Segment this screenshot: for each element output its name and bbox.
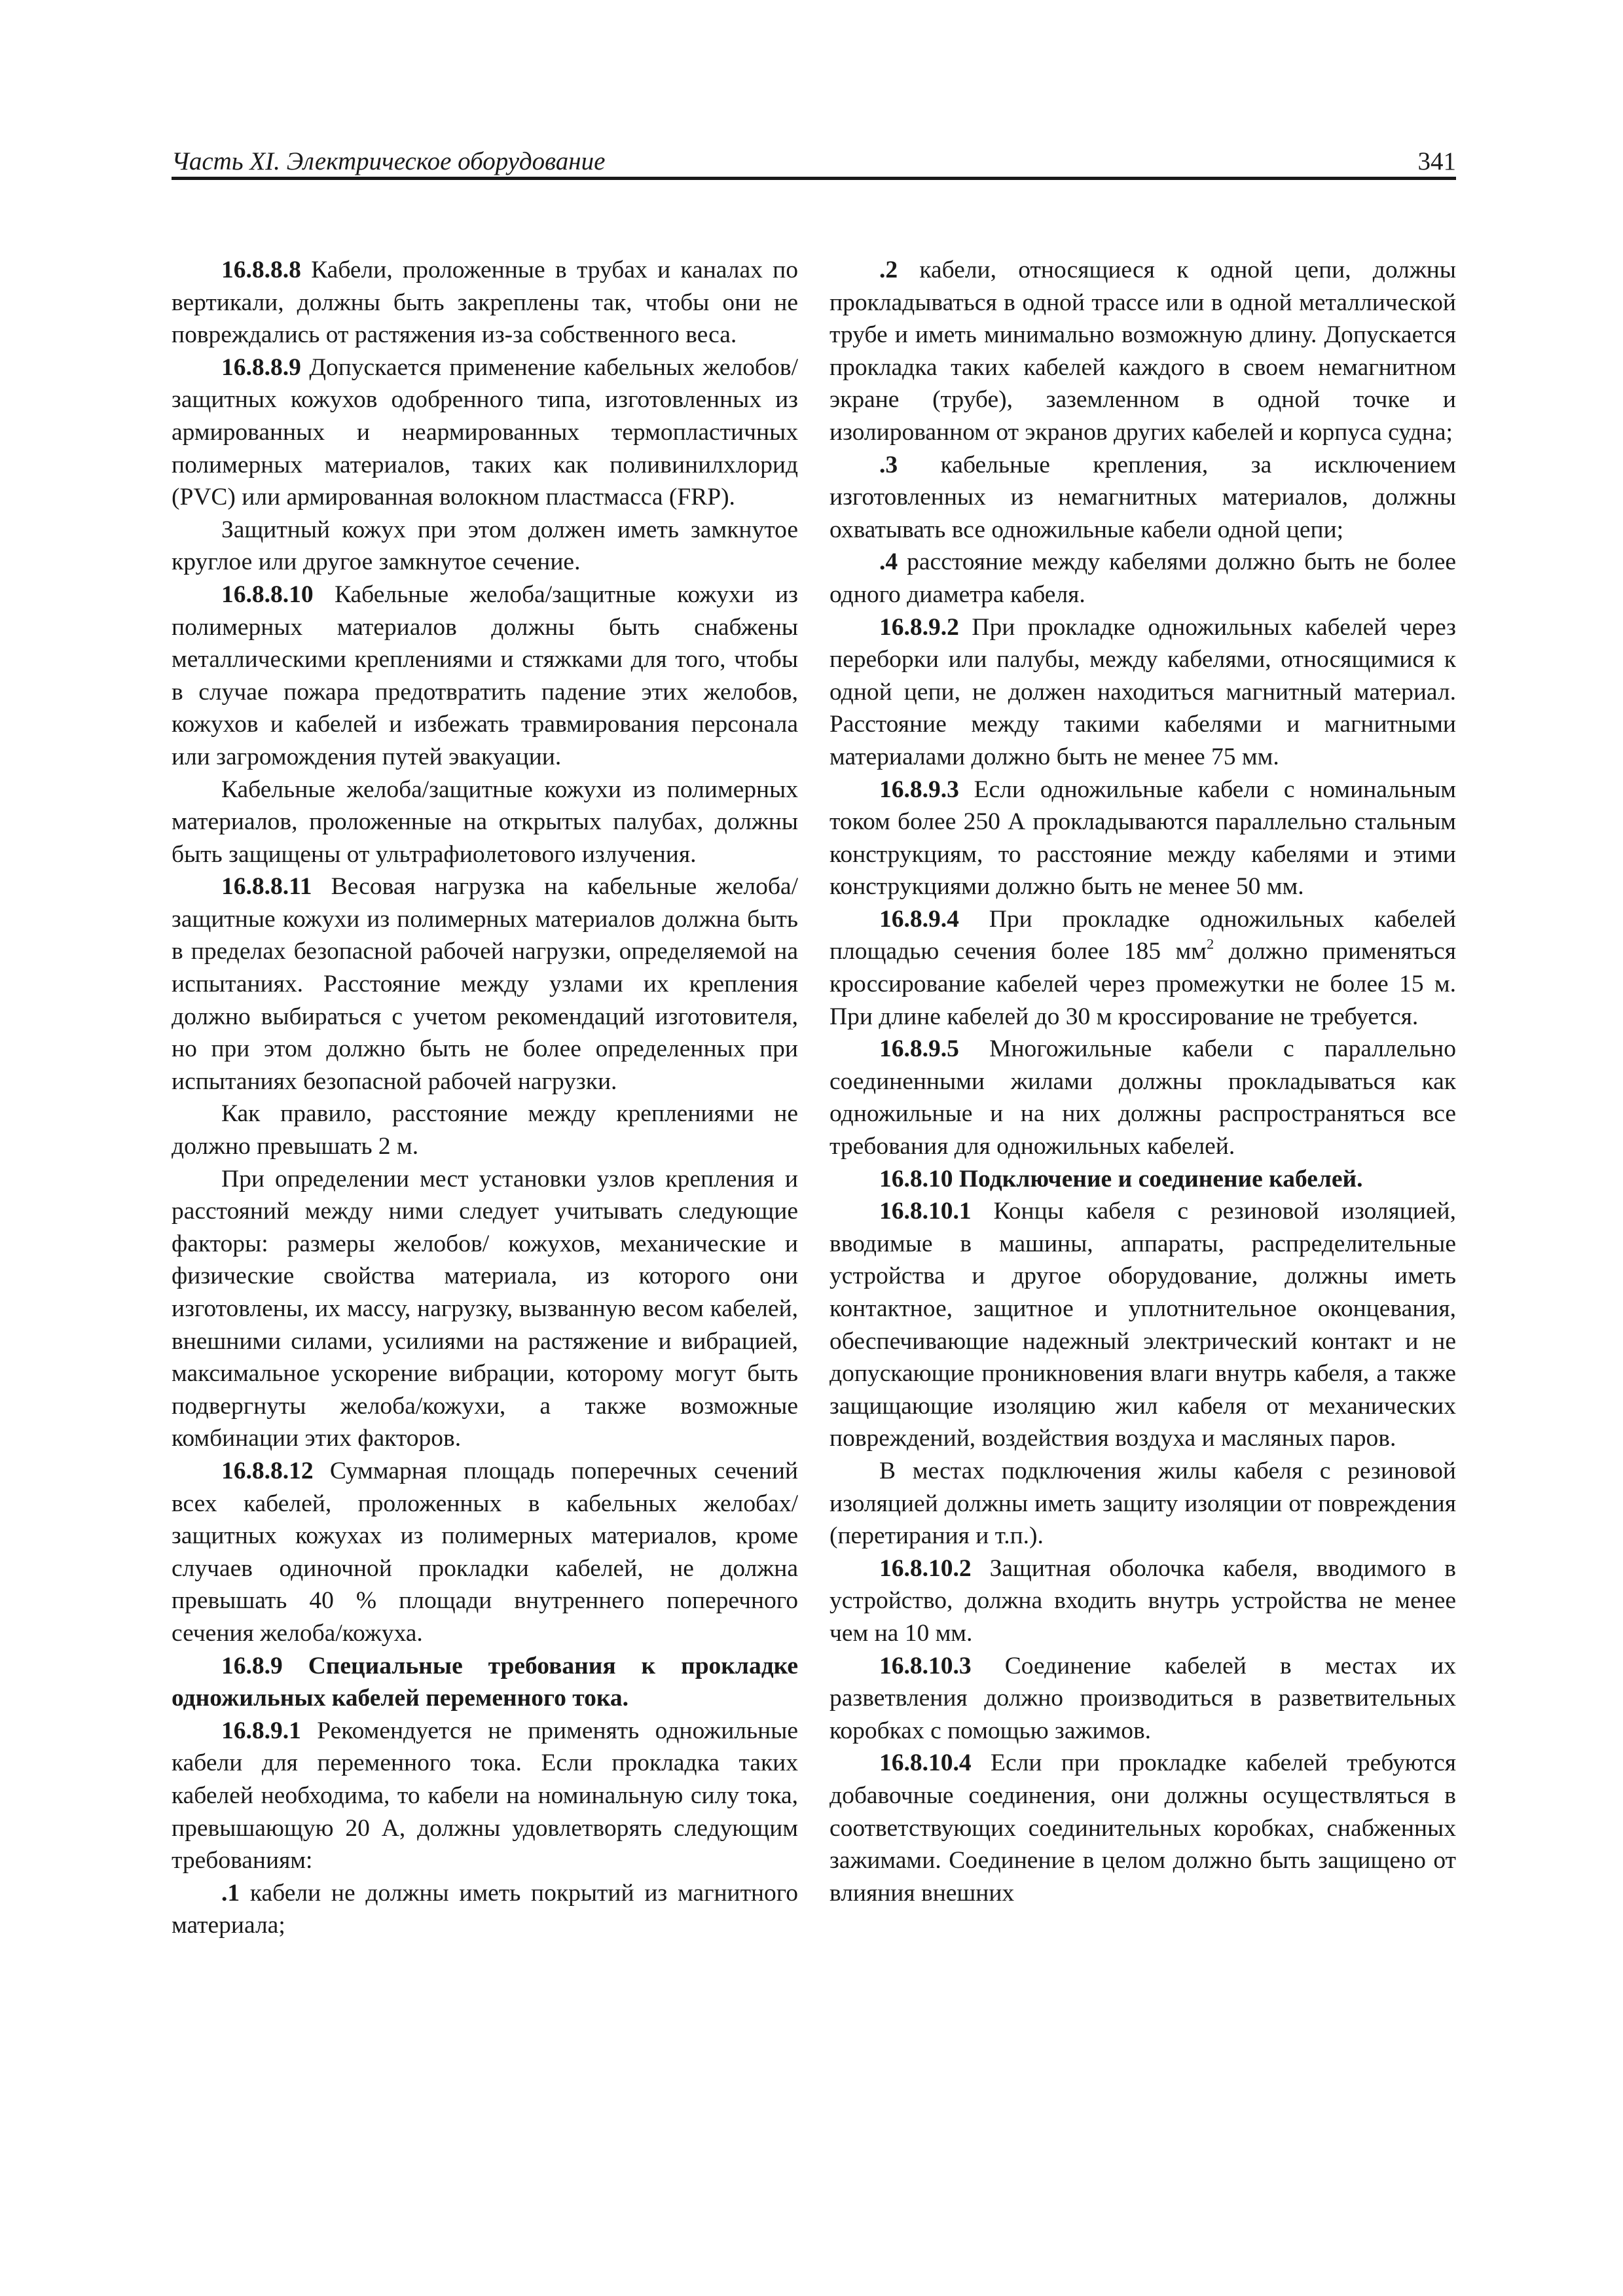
paragraph-text: кабели не должны иметь покрытий из магнитного материала; [172, 1879, 798, 1939]
page-number: 341 [1417, 147, 1456, 175]
clause-number: 16.8.8.11 [221, 873, 312, 901]
paragraph-text: Как правило, расстояние между креплениями не должно превышать 2 м. [172, 1100, 798, 1160]
section-heading: 16.8.9 Специальные требования к прокладке одножильных кабелей переменного тока. [172, 1652, 798, 1712]
paragraph [830, 611, 1456, 774]
paragraph [830, 774, 1456, 903]
item-number: .3 [879, 451, 898, 478]
clause-number: 16.8.9.5 [879, 1035, 959, 1063]
item-number: .2 [879, 257, 898, 283]
paragraph-text: При определении мест установки узлов крепления и расстояний между ними следует учитывать следующие факторы: размеры желобов/ кожухов, механические и физические свойства материала, из которого они изготовлены, их массу, нагрузку, вызванную весом кабелей, внешними силами, усилиями на растяжение и вибрацией, максимальное ускорение вибрации, которому могут быть подвергнуты желоба/кожухи, а также возможные комбинации этих факторов. [172, 1165, 798, 1452]
list-item [830, 546, 1456, 611]
paragraph-text: Допускается применение кабельных желобов/защитных кожухов одобренного типа, изготовленных из армированных и неармированных термопластичных полимерных материалов, таких как поливинилхлорид (PVC) или армированная волокном пластмасса (FRP). [172, 353, 798, 511]
clause-number: 16.8.9.1 [221, 1717, 301, 1744]
right-column [830, 254, 1456, 1909]
paragraph [172, 254, 798, 351]
paragraph [830, 1747, 1456, 1909]
paragraph-text: Концы кабеля с резиновой изоляцией, вводимые в машины, аппараты, распределительные устройства и другое оборудование, должны иметь контактное, защитное и уплотнительное оконцевания, обеспечивающие надежный электрический контакт и не допускающие проникновения влаги внутрь кабеля, а также защищающие изоляцию жил кабеля от механических повреждений, воздействия воздуха и масляных паров. [830, 1198, 1456, 1452]
page-header [172, 145, 1456, 178]
paragraph [830, 1650, 1456, 1748]
clause-number: 16.8.8.9 [221, 353, 301, 381]
paragraph [172, 870, 798, 1098]
clause-number: 16.8.9.3 [879, 776, 959, 803]
item-number: .1 [221, 1879, 240, 1907]
paragraph [830, 1195, 1456, 1455]
paragraph-text: Защитная оболочка кабеля, вводимого в устройство, должна входить внутрь устройства не менее чем на 10 мм. [830, 1554, 1456, 1647]
clause-number: 16.8.8.10 [221, 581, 314, 608]
clause-number: 16.8.8.12 [221, 1457, 314, 1484]
paragraph [172, 1098, 798, 1162]
clause-number: 16.8.10.1 [879, 1198, 972, 1225]
paragraph-text: кабели, относящиеся к одной цепи, должны прокладываться в одной трассе или в одной металлической трубе и иметь минимально возможную длину. Допускается прокладка таких кабелей каждого в своем немагнитном экране (трубе), заземленном в одной точке и изолированном от экранов других кабелей и корпуса судна; [830, 257, 1456, 446]
running-head: Часть XI. Электрическое оборудование [172, 147, 606, 175]
paragraph [172, 1715, 798, 1877]
paragraph-text: расстояние между кабелями должно быть не более одного диаметра кабеля. [830, 548, 1456, 608]
paragraph-text: Защитный кожух при этом должен иметь замкнутое круглое или другое замкнутое сечение. [172, 516, 798, 576]
clause-number: 16.8.10.2 [879, 1554, 972, 1582]
paragraph-text: В местах подключения жилы кабеля с резиновой изоляцией должны иметь защиту изоляции от повреждения (перетирания и т.п.). [830, 1457, 1456, 1550]
paragraph [172, 514, 798, 579]
paragraph-text: Весовая нагрузка на кабельные желоба/ защитные кожухи из полимерных материалов должна быть в пределах безопасной рабочей нагрузки, определяемой на испытаниях. Расстояние между узлами их крепления должно выбираться с учетом рекомендаций изготовителя, но при этом должно быть не более определенных при испытаниях безопасной рабочей нагрузки. [172, 873, 798, 1095]
list-item [172, 1877, 798, 1942]
paragraph-text: Кабели, проложенные в трубах и каналах по вертикали, должны быть закреплены так, чтобы они не повреждались от растяжения из-за собственного веса. [172, 257, 798, 349]
superscript: 2 [1207, 935, 1214, 952]
clause-number: 16.8.10.3 [879, 1652, 972, 1679]
paragraph-text: Кабельные желоба/защитные кожухи из полимерных материалов должны быть снабжены металлическими креплениями и стяжками для того, чтобы в случае пожара предотвратить падение этих желобов, кожухов и кабелей и избежать травмирования персонала или загромождения путей эвакуации. [172, 581, 798, 770]
paragraph-text: Многожильные кабели с параллельно соединенными жилами должны прокладываться как одножильные и на них должны распространяться все требования для одножильных кабелей. [830, 1035, 1456, 1160]
section-heading: 16.8.10 Подключение и соединение кабелей. [879, 1165, 1363, 1193]
paragraph [172, 1455, 798, 1650]
paragraph-text: Кабельные желоба/защитные кожухи из полимерных материалов, проложенные на открытых палубах, должны быть защищены от ультрафиолетового излучения. [172, 776, 798, 868]
paragraph [830, 1552, 1456, 1650]
paragraph-text: кабельные крепления, за исключением изготовленных из немагнитных материалов, должны охватывать все одножильные кабели одной цепи; [830, 451, 1456, 543]
paragraph [172, 351, 798, 514]
clause-number: 16.8.9.4 [879, 905, 959, 933]
paragraph [830, 1033, 1456, 1162]
clause-number: 16.8.10.4 [879, 1749, 972, 1777]
paragraph-text: Соединение кабелей в местах их разветвления должно производиться в разветвительных коробках с помощью зажимов. [830, 1652, 1456, 1744]
paragraph [830, 1455, 1456, 1552]
header-rule [172, 177, 1456, 180]
list-item [830, 254, 1456, 449]
paragraph [830, 903, 1456, 1033]
paragraph-text: Если одножильные кабели с номинальным током более 250 А прокладываются параллельно стальным конструкциям, то расстояние между кабелями и этими конструкциями должно быть не менее 50 мм. [830, 776, 1456, 901]
paragraph [172, 1163, 798, 1455]
clause-number: 16.8.9.2 [879, 613, 959, 641]
clause-number: 16.8.8.8 [221, 257, 301, 283]
left-column [172, 254, 798, 1942]
paragraph-text: должно применяться кроссирование кабелей через промежутки не более 15 м. При длине кабелей до 30 м кроссирование не требуется. [830, 938, 1456, 1030]
paragraph-text: Рекомендуется не применять одножильные кабели для переменного тока. Если прокладка таких кабелей необходима, то кабели на номинальную силу тока, превышающую 20 А, должны удовлетворять следующим требованиям: [172, 1717, 798, 1874]
paragraph [172, 774, 798, 871]
paragraph [172, 579, 798, 774]
list-item [830, 449, 1456, 547]
paragraph-text: Если при прокладке кабелей требуются добавочные соединения, они должны осуществляться в соответствующих соединительных коробках, снабженных зажимами. Соединение в целом должно быть защищено от влияния внешних [830, 1749, 1456, 1907]
item-number: .4 [879, 548, 898, 576]
paragraph-text: При прокладке одножильных кабелей через переборки или палубы, между кабелями, относящимися к одной цепи, не должен находиться магнитный материал. Расстояние между такими кабелями и магнитными материалами должно быть не менее 75 мм. [830, 613, 1456, 770]
paragraph-text: Суммарная площадь поперечных сечений всех кабелей, проложенных в кабельных желобах/защитных кожухах из полимерных материалов, кроме случаев одиночной прокладки кабелей, не должна превышать 40 % площади внутреннего поперечного сечения желоба/кожуха. [172, 1457, 798, 1647]
paragraph-text: При прокладке одножильных кабелей площадью сечения более 185 мм [830, 905, 1456, 965]
